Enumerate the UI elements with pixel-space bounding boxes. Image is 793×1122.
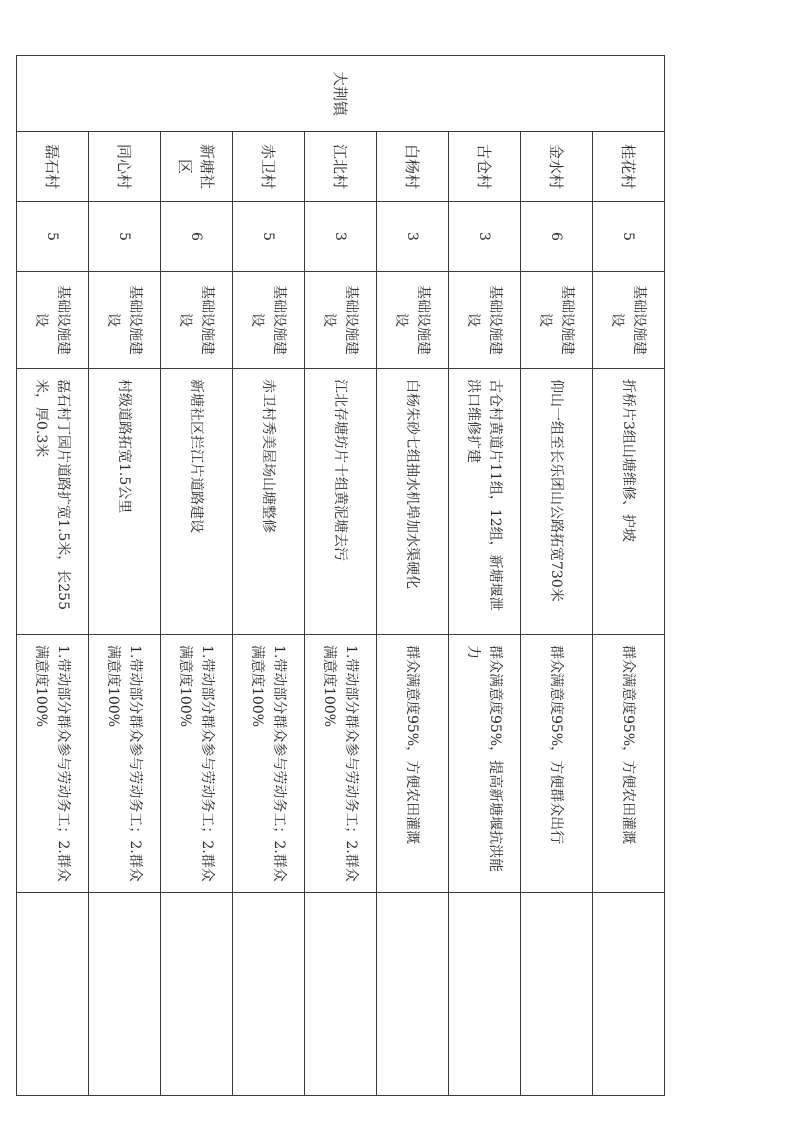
table-row <box>377 56 449 1096</box>
table-row <box>521 56 593 1096</box>
table-row <box>17 56 89 1096</box>
benefit-cell: 群众满意度95%，方便农田灌溉 <box>593 635 665 893</box>
count-cell: 5 <box>89 202 161 272</box>
count-cell: 6 <box>521 202 593 272</box>
type-cell: 基础设施建设 <box>593 272 665 369</box>
table-row <box>233 56 305 1096</box>
table-row <box>593 56 665 1096</box>
benefit-cell: 群众满意度95%，方便群众出行 <box>521 635 593 893</box>
note-cell <box>89 893 161 1096</box>
village-cell: 赤卫村 <box>233 132 305 202</box>
type-cell: 基础设施建设 <box>521 272 593 369</box>
type-cell: 基础设施建设 <box>377 272 449 369</box>
benefit-cell: 1.带动部分群众参与劳动务工；2.群众满意度100% <box>161 635 233 893</box>
note-cell <box>233 893 305 1096</box>
content-cell: 赤卫村秀美屋场山塘整修 <box>233 369 305 635</box>
table-row <box>89 56 161 1096</box>
village-cell: 古仓村 <box>449 132 521 202</box>
note-cell <box>161 893 233 1096</box>
note-cell <box>593 893 665 1096</box>
count-cell: 3 <box>449 202 521 272</box>
count-cell: 6 <box>161 202 233 272</box>
count-cell: 5 <box>593 202 665 272</box>
benefit-cell: 群众满意度95%，提高新塘堰抗洪能力 <box>449 635 521 893</box>
count-cell: 5 <box>17 202 89 272</box>
type-cell: 基础设施建设 <box>233 272 305 369</box>
note-cell <box>305 893 377 1096</box>
count-cell: 3 <box>377 202 449 272</box>
benefit-cell: 群众满意度95%，方便农田灌溉 <box>377 635 449 893</box>
project-table <box>16 55 665 1096</box>
table-row <box>305 56 377 1096</box>
village-cell: 金水村 <box>521 132 593 202</box>
village-cell: 桂花村 <box>593 132 665 202</box>
type-cell: 基础设施建设 <box>449 272 521 369</box>
count-cell: 5 <box>233 202 305 272</box>
table-row <box>161 56 233 1096</box>
village-cell: 新塘社区 <box>161 132 233 202</box>
content-cell: 江北存塘坊片十组黄泥塘去污 <box>305 369 377 635</box>
benefit-cell: 1.带动部分群众参与劳动务工；2.群众满意度100% <box>233 635 305 893</box>
type-cell: 基础设施建设 <box>17 272 89 369</box>
table-row <box>449 56 521 1096</box>
note-cell <box>17 893 89 1096</box>
village-cell: 白杨村 <box>377 132 449 202</box>
content-cell: 磊石村丁园片道路扩宽1.5米，长255米，厚0.3米 <box>17 369 89 635</box>
type-cell: 基础设施建设 <box>161 272 233 369</box>
town-name: 大荆镇 <box>331 70 350 116</box>
content-cell: 折桥片3组山塘维修、护坡 <box>593 369 665 635</box>
village-cell: 磊石村 <box>17 132 89 202</box>
benefit-cell: 1.带动部分群众参与劳动务工；2.群众满意度100% <box>305 635 377 893</box>
type-cell: 基础设施建设 <box>305 272 377 369</box>
village-cell: 江北村 <box>305 132 377 202</box>
note-cell <box>449 893 521 1096</box>
count-cell: 3 <box>305 202 377 272</box>
content-cell: 新塘社区拦江片道路建设 <box>161 369 233 635</box>
note-cell <box>521 893 593 1096</box>
content-cell: 村级道路拓宽1.5公里 <box>89 369 161 635</box>
benefit-cell: 1.带动部分群众参与劳动务工；2.群众满意度100% <box>89 635 161 893</box>
town-cell <box>17 56 665 132</box>
benefit-cell: 1.带动部分群众参与劳动务工；2.群众满意度100% <box>17 635 89 893</box>
village-cell: 同心村 <box>89 132 161 202</box>
note-cell <box>377 893 449 1096</box>
content-cell: 仰山一组至长乐团山公路拓宽730米 <box>521 369 593 635</box>
type-cell: 基础设施建设 <box>89 272 161 369</box>
content-cell: 古仓村黄道片11组，12组，新塘堰泄洪口维修扩建 <box>449 369 521 635</box>
content-cell: 白杨朱砂七组抽水机埠加水渠硬化 <box>377 369 449 635</box>
